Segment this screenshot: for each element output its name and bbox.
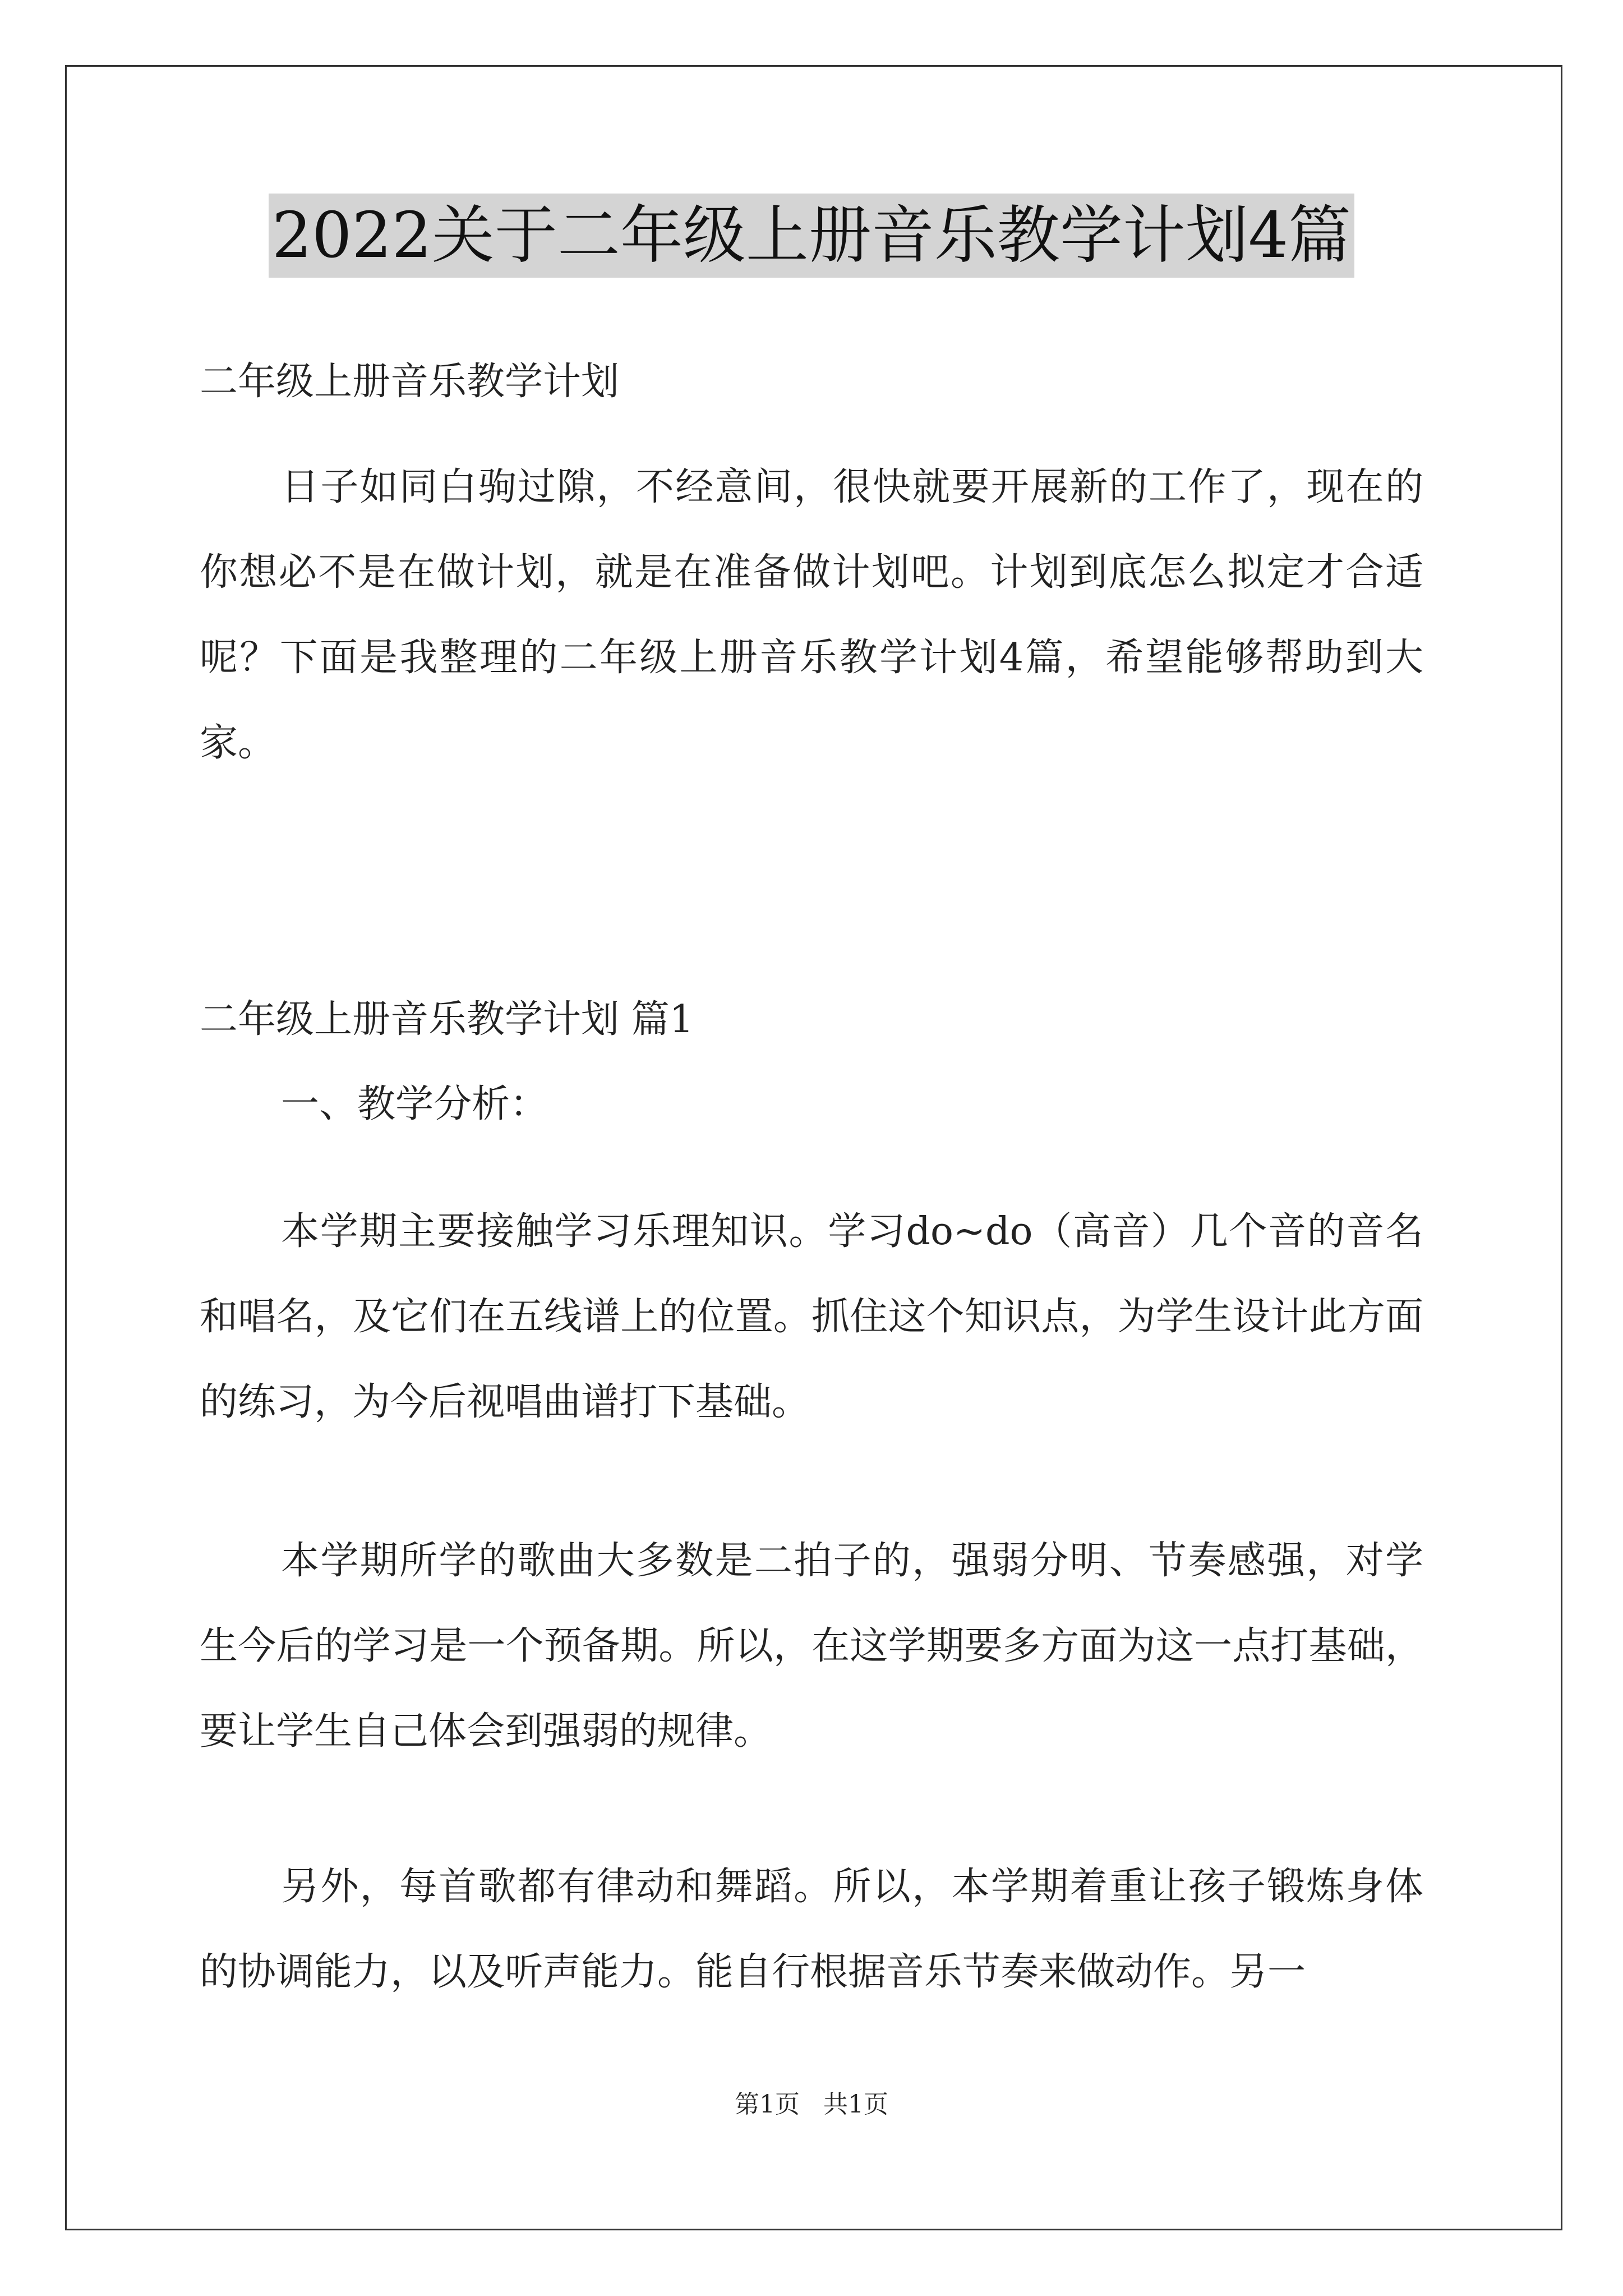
paragraph-1: 本学期主要接触学习乐理知识。学习do~do（高音）几个音的音名和唱名，及它们在五线谱上的位置。抓住这个知识点，为学生设计此方面的练习，为今后视唱曲谱打下基础。 [200, 1209, 1423, 1424]
paragraph-3: 另外，每首歌都有律动和舞蹈。所以，本学期着重让孩子锻炼身体的协调能力，以及听声能力。能自行根据音乐节奏来做动作。另一 [200, 1865, 1423, 1994]
title-container [0, 194, 1623, 278]
subsection-heading: 一、教学分析： [281, 1082, 548, 1126]
intro-paragraph: 日子如同白驹过隙，不经意间，很快就要开展新的工作了，现在的你想必不是在做计划，就是在准备做计划吧。计划到底怎么拟定才合适呢？下面是我整理的二年级上册音乐教学计划4篇，希望能够帮助到大家。 [200, 465, 1423, 765]
section-heading: 二年级上册音乐教学计划 篇1 [200, 997, 694, 1042]
page-footer: 第1页 共1页 [735, 2090, 888, 2119]
paragraph-2: 本学期所学的歌曲大多数是二拍子的，强弱分明、节奏感强，对学生今后的学习是一个预备期。所以，在这学期要多方面为这一点打基础，要让学生自己体会到强弱的规律。 [200, 1539, 1423, 1754]
intro-heading: 二年级上册音乐教学计划 [200, 360, 620, 404]
document-title: 2022关于二年级上册音乐教学计划4篇 [269, 194, 1354, 278]
